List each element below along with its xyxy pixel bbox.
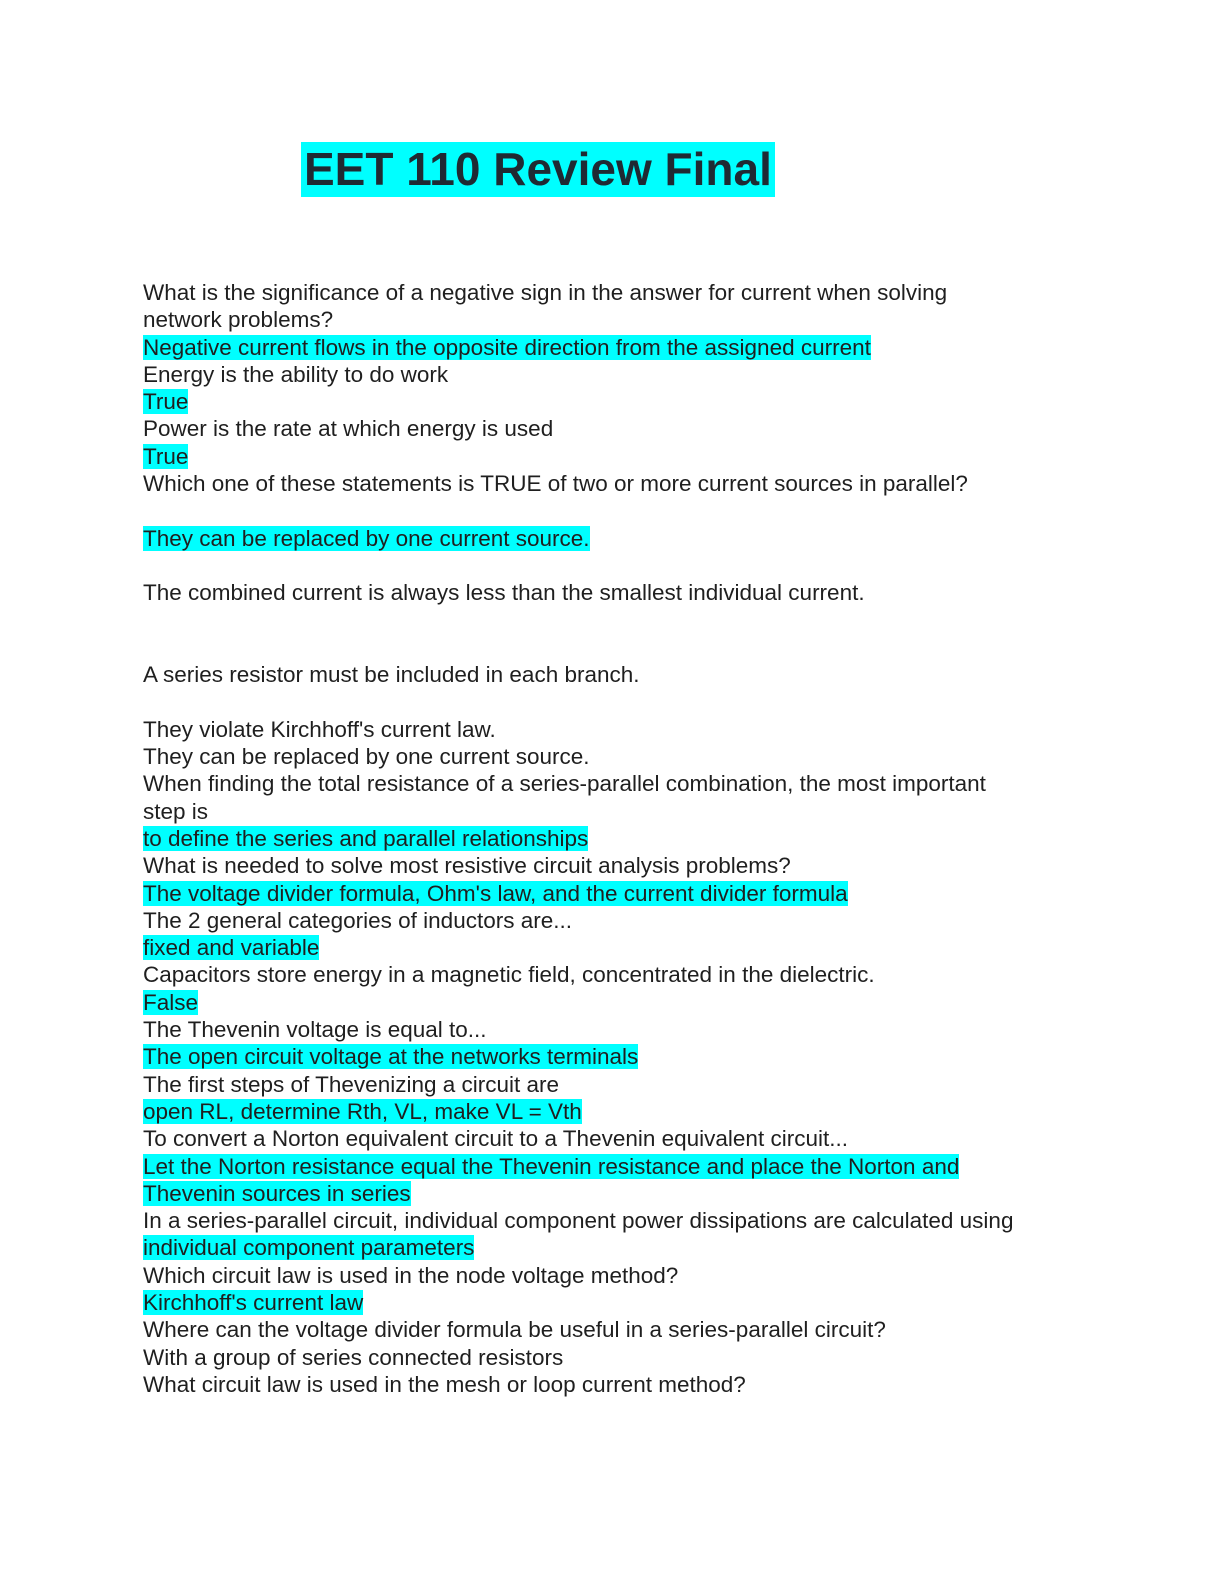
line-text: Capacitors store energy in a magnetic field, concentrated in the dielectric. — [143, 962, 875, 988]
answer-line — [143, 443, 1083, 470]
highlighted-answer-text: Negative current flows in the opposite direction from the assigned current — [143, 334, 871, 360]
highlighted-answer-text: False — [143, 989, 199, 1015]
line-text: When finding the total resistance of a series-parallel combination, the most important — [143, 771, 986, 797]
line-text: The first steps of Thevenizing a circuit are — [143, 1071, 560, 1097]
highlighted-answer-text: open RL, determine Rth, VL, make VL = Vth — [143, 1098, 582, 1124]
answer-line — [143, 525, 1083, 552]
blank-line — [143, 607, 1083, 634]
question-line — [143, 361, 1083, 388]
line-text: network problems? — [143, 307, 334, 333]
highlighted-answer-text: They can be replaced by one current source. — [143, 525, 590, 551]
highlighted-answer-text: The open circuit voltage at the networks terminals — [143, 1044, 639, 1070]
question-line — [143, 579, 1083, 606]
answer-line — [143, 388, 1083, 415]
question-line — [143, 907, 1083, 934]
answer-line — [143, 1043, 1083, 1070]
question-line — [143, 415, 1083, 442]
question-line — [143, 743, 1083, 770]
line-text: They violate Kirchhoff's current law. — [143, 716, 496, 742]
line-text: Which circuit law is used in the node voltage method? — [143, 1262, 679, 1288]
question-line — [143, 770, 1083, 797]
line-text: Energy is the ability to do work — [143, 361, 449, 387]
highlighted-answer-text: individual component parameters — [143, 1235, 475, 1261]
answer-line — [143, 1234, 1083, 1261]
highlighted-answer-text: to define the series and parallel relationships — [143, 825, 589, 851]
answer-line — [143, 334, 1083, 361]
page-title: EET 110 Review Final — [301, 142, 775, 197]
answer-line — [143, 989, 1083, 1016]
question-line — [143, 1016, 1083, 1043]
highlighted-answer-text: True — [143, 443, 189, 469]
highlighted-answer-text: True — [143, 389, 189, 415]
line-text: They can be replaced by one current source. — [143, 744, 590, 770]
line-text: With a group of series connected resistors — [143, 1344, 564, 1370]
question-line — [143, 1071, 1083, 1098]
answer-line — [143, 934, 1083, 961]
question-line — [143, 306, 1083, 333]
highlighted-answer-text: Let the Norton resistance equal the Thevenin resistance and place the Norton and — [143, 1153, 960, 1179]
answer-line — [143, 1153, 1083, 1180]
line-text: Which one of these statements is TRUE of two or more current sources in parallel? — [143, 471, 968, 497]
answer-line — [143, 880, 1083, 907]
document-body — [143, 279, 1083, 1398]
line-text: Where can the voltage divider formula be useful in a series-parallel circuit? — [143, 1317, 886, 1343]
question-line — [143, 798, 1083, 825]
line-text: In a series-parallel circuit, individual component power dissipations are calculated using — [143, 1208, 1014, 1234]
line-text: Power is the rate at which energy is used — [143, 416, 554, 442]
question-line — [143, 1125, 1083, 1152]
question-line — [143, 661, 1083, 688]
line-text: To convert a Norton equivalent circuit to a Thevenin equivalent circuit... — [143, 1126, 848, 1152]
answer-line — [143, 1289, 1083, 1316]
question-line — [143, 1262, 1083, 1289]
highlighted-answer-text: Thevenin sources in series — [143, 1180, 411, 1206]
line-text: What is needed to solve most resistive circuit analysis problems? — [143, 853, 791, 879]
question-line — [143, 716, 1083, 743]
blank-line — [143, 688, 1083, 715]
answer-line — [143, 1098, 1083, 1125]
question-line — [143, 1344, 1083, 1371]
line-text: What circuit law is used in the mesh or loop current method? — [143, 1371, 746, 1397]
question-line — [143, 470, 1083, 497]
question-line — [143, 852, 1083, 879]
question-line — [143, 279, 1083, 306]
line-text: What is the significance of a negative sign in the answer for current when solving — [143, 280, 948, 305]
line-text: step is — [143, 798, 209, 824]
question-line — [143, 1207, 1083, 1234]
line-text: The 2 general categories of inductors are... — [143, 907, 572, 933]
blank-line — [143, 497, 1083, 524]
question-line — [143, 1316, 1083, 1343]
answer-line — [143, 825, 1083, 852]
line-text: The combined current is always less than the smallest individual current. — [143, 580, 865, 606]
highlighted-answer-text: fixed and variable — [143, 935, 320, 961]
blank-line — [143, 552, 1083, 579]
question-line — [143, 1371, 1083, 1398]
highlighted-answer-text: The voltage divider formula, Ohm's law, and the current divider formula — [143, 880, 848, 906]
answer-line — [143, 1180, 1083, 1207]
line-text: A series resistor must be included in each branch. — [143, 662, 640, 688]
question-line — [143, 961, 1083, 988]
line-text: The Thevenin voltage is equal to... — [143, 1017, 487, 1043]
blank-line — [143, 634, 1083, 661]
highlighted-answer-text: Kirchhoff's current law — [143, 1289, 364, 1315]
